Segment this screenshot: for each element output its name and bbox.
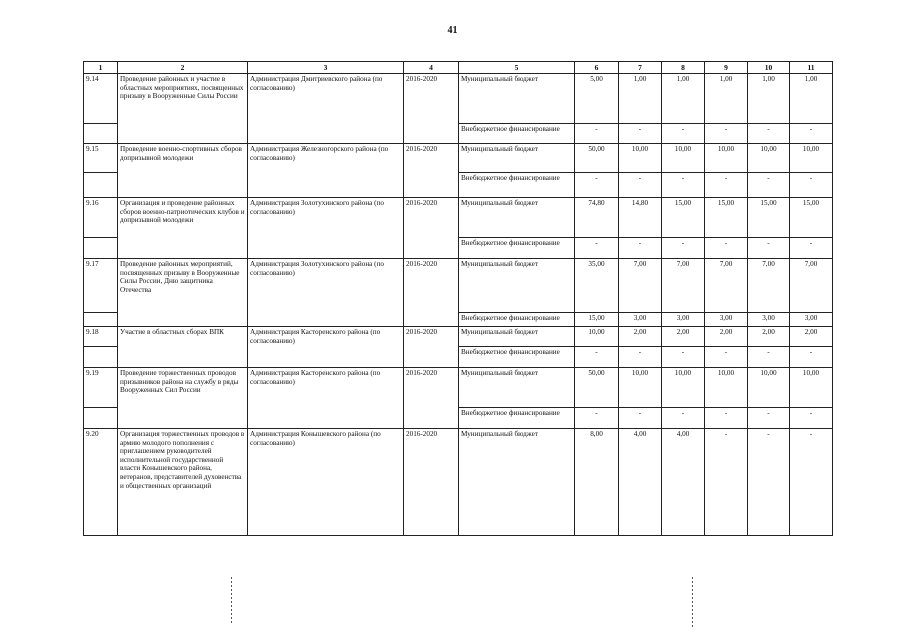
funding-source-cell: Муниципальный бюджет	[459, 74, 575, 124]
amount-cell: 2,00	[662, 327, 705, 347]
column-header: 8	[662, 62, 705, 74]
amount-cell: -	[748, 124, 790, 144]
amount-cell: 10,00	[705, 144, 748, 173]
period-cell: 2016-2020	[404, 368, 459, 429]
period-cell: 2016-2020	[404, 74, 459, 144]
row-number-cell: 9.19	[84, 368, 118, 408]
row-number-cell: 9.15	[84, 144, 118, 173]
amount-cell: 35,00	[575, 259, 619, 313]
period-cell: 2016-2020	[404, 144, 459, 198]
amount-cell: -	[705, 429, 748, 536]
amount-cell: 10,00	[575, 327, 619, 347]
event-name-cell: Проведение районных и участие в областных мероприятиях, посвященных призыву в Вооруженные Силы России	[118, 74, 248, 144]
funding-source-cell: Муниципальный бюджет	[459, 429, 575, 536]
table-row	[84, 368, 833, 408]
amount-cell: 10,00	[748, 368, 790, 408]
amount-cell: 10,00	[790, 368, 833, 408]
amount-cell: 7,00	[748, 259, 790, 313]
column-header: 7	[619, 62, 662, 74]
amount-cell: -	[575, 124, 619, 144]
column-header: 5	[459, 62, 575, 74]
amount-cell: -	[790, 173, 833, 198]
amount-cell: -	[748, 173, 790, 198]
amount-cell: 10,00	[790, 144, 833, 173]
funding-source-cell: Муниципальный бюджет	[459, 368, 575, 408]
amount-cell: -	[748, 347, 790, 368]
amount-cell: 15,00	[790, 198, 833, 238]
amount-cell: -	[748, 408, 790, 429]
table-row	[84, 144, 833, 173]
funding-source-cell: Внебюджетное финансирование	[459, 313, 575, 327]
period-cell: 2016-2020	[404, 259, 459, 327]
amount-cell: 5,00	[575, 74, 619, 124]
empty-cell	[84, 408, 118, 429]
amount-cell: 7,00	[619, 259, 662, 313]
table-row	[84, 74, 833, 124]
amount-cell: -	[619, 173, 662, 198]
amount-cell: 1,00	[790, 74, 833, 124]
amount-cell: -	[790, 408, 833, 429]
amount-cell: -	[748, 238, 790, 259]
amount-cell: -	[619, 347, 662, 368]
period-cell: 2016-2020	[404, 429, 459, 536]
table-row	[84, 327, 833, 347]
amount-cell: -	[575, 347, 619, 368]
executor-cell: Администрация Дмитриевского района (по согласованию)	[248, 74, 404, 144]
amount-cell: 15,00	[748, 198, 790, 238]
amount-cell: 14,80	[619, 198, 662, 238]
funding-source-cell: Муниципальный бюджет	[459, 327, 575, 347]
event-name-cell: Проведение военно-спортивных сборов допризывной молодежи	[118, 144, 248, 198]
funding-source-cell: Внебюджетное финансирование	[459, 347, 575, 368]
executor-cell: Администрация Касторенского района (по согласованию)	[248, 327, 404, 368]
amount-cell: -	[748, 429, 790, 536]
amount-cell: 2,00	[748, 327, 790, 347]
funding-source-cell: Внебюджетное финансирование	[459, 124, 575, 144]
row-number-cell: 9.20	[84, 429, 118, 536]
empty-cell	[84, 347, 118, 368]
amount-cell: 15,00	[575, 313, 619, 327]
funding-source-cell: Муниципальный бюджет	[459, 198, 575, 238]
amount-cell: 10,00	[748, 144, 790, 173]
event-name-cell: Проведение торжественных проводов призывников района на службу в ряды Вооруженных Сил России	[118, 368, 248, 429]
column-header: 4	[404, 62, 459, 74]
column-header: 10	[748, 62, 790, 74]
row-number-cell: 9.18	[84, 327, 118, 347]
event-name-cell: Участие в областных сборах ВПК	[118, 327, 248, 368]
funding-source-cell: Внебюджетное финансирование	[459, 238, 575, 259]
amount-cell: 50,00	[575, 368, 619, 408]
amount-cell: 2,00	[790, 327, 833, 347]
amount-cell: 10,00	[705, 368, 748, 408]
column-header: 11	[790, 62, 833, 74]
executor-cell: Администрация Золотухинского района (по согласованию)	[248, 198, 404, 259]
amount-cell: 7,00	[705, 259, 748, 313]
amount-cell: -	[790, 238, 833, 259]
page-number: 41	[447, 25, 458, 36]
amount-cell: 4,00	[619, 429, 662, 536]
amount-cell: -	[705, 173, 748, 198]
column-header: 3	[248, 62, 404, 74]
amount-cell: -	[662, 347, 705, 368]
executor-cell: Администрация Касторенского района (по согласованию)	[248, 368, 404, 429]
amount-cell: -	[662, 238, 705, 259]
amount-cell: -	[619, 408, 662, 429]
amount-cell: -	[575, 408, 619, 429]
empty-cell	[84, 238, 118, 259]
amount-cell: -	[705, 238, 748, 259]
funding-source-cell: Внебюджетное финансирование	[459, 173, 575, 198]
amount-cell: -	[790, 124, 833, 144]
amount-cell: -	[790, 429, 833, 536]
amount-cell: 3,00	[790, 313, 833, 327]
amount-cell: 7,00	[790, 259, 833, 313]
amount-cell: -	[619, 124, 662, 144]
table-header-row	[84, 62, 833, 74]
amount-cell: -	[575, 173, 619, 198]
event-name-cell: Организация торжественных проводов в армию молодого пополнения с приглашением руководителей исполнительной государственной власти Конышевского района, ветеранов, представителей духовенства и общественных организаций	[118, 429, 248, 536]
amount-cell: -	[705, 347, 748, 368]
amount-cell: 3,00	[662, 313, 705, 327]
amount-cell: 10,00	[662, 368, 705, 408]
amount-cell: -	[790, 347, 833, 368]
amount-cell: 10,00	[619, 368, 662, 408]
amount-cell: -	[662, 408, 705, 429]
table-row	[84, 198, 833, 238]
table-row	[84, 259, 833, 313]
amount-cell: 3,00	[705, 313, 748, 327]
funding-source-cell: Муниципальный бюджет	[459, 144, 575, 173]
empty-cell	[84, 173, 118, 198]
period-cell: 2016-2020	[404, 198, 459, 259]
amount-cell: 1,00	[748, 74, 790, 124]
amount-cell: 15,00	[662, 198, 705, 238]
executor-cell: Администрация Золотухинского района (по согласованию)	[248, 259, 404, 327]
amount-cell: 10,00	[662, 144, 705, 173]
column-header: 6	[575, 62, 619, 74]
executor-cell: Администрация Конышевского района (по согласованию)	[248, 429, 404, 536]
empty-cell	[84, 124, 118, 144]
amount-cell: -	[575, 238, 619, 259]
amount-cell: 8,00	[575, 429, 619, 536]
event-name-cell: Организация и проведение районных сборов военно-патриотических клубов и допризывной молодежи	[118, 198, 248, 259]
column-header: 2	[118, 62, 248, 74]
amount-cell: -	[662, 124, 705, 144]
amount-cell: -	[705, 124, 748, 144]
amount-cell: 4,00	[662, 429, 705, 536]
amount-cell: 2,00	[705, 327, 748, 347]
table-row	[84, 429, 833, 536]
scan-artifact	[692, 577, 693, 627]
amount-cell: -	[619, 238, 662, 259]
row-number-cell: 9.16	[84, 198, 118, 238]
executor-cell: Администрация Железногорского района (по согласованию)	[248, 144, 404, 198]
funding-source-cell: Внебюджетное финансирование	[459, 408, 575, 429]
amount-cell: -	[705, 408, 748, 429]
amount-cell: 7,00	[662, 259, 705, 313]
amount-cell: 1,00	[619, 74, 662, 124]
amount-cell: 74,80	[575, 198, 619, 238]
row-number-cell: 9.17	[84, 259, 118, 313]
amount-cell: 2,00	[619, 327, 662, 347]
scan-artifact	[231, 577, 232, 623]
amount-cell: 10,00	[619, 144, 662, 173]
amount-cell: -	[662, 173, 705, 198]
budget-table	[83, 61, 833, 536]
column-header: 9	[705, 62, 748, 74]
amount-cell: 3,00	[748, 313, 790, 327]
funding-source-cell: Муниципальный бюджет	[459, 259, 575, 313]
row-number-cell: 9.14	[84, 74, 118, 124]
amount-cell: 3,00	[619, 313, 662, 327]
amount-cell: 1,00	[705, 74, 748, 124]
empty-cell	[84, 313, 118, 327]
amount-cell: 15,00	[705, 198, 748, 238]
column-header: 1	[84, 62, 118, 74]
amount-cell: 1,00	[662, 74, 705, 124]
event-name-cell: Проведение районных мероприятий, посвященных призыву в Вооруженные Силы России, Дню защитника Отечества	[118, 259, 248, 327]
amount-cell: 50,00	[575, 144, 619, 173]
period-cell: 2016-2020	[404, 327, 459, 368]
